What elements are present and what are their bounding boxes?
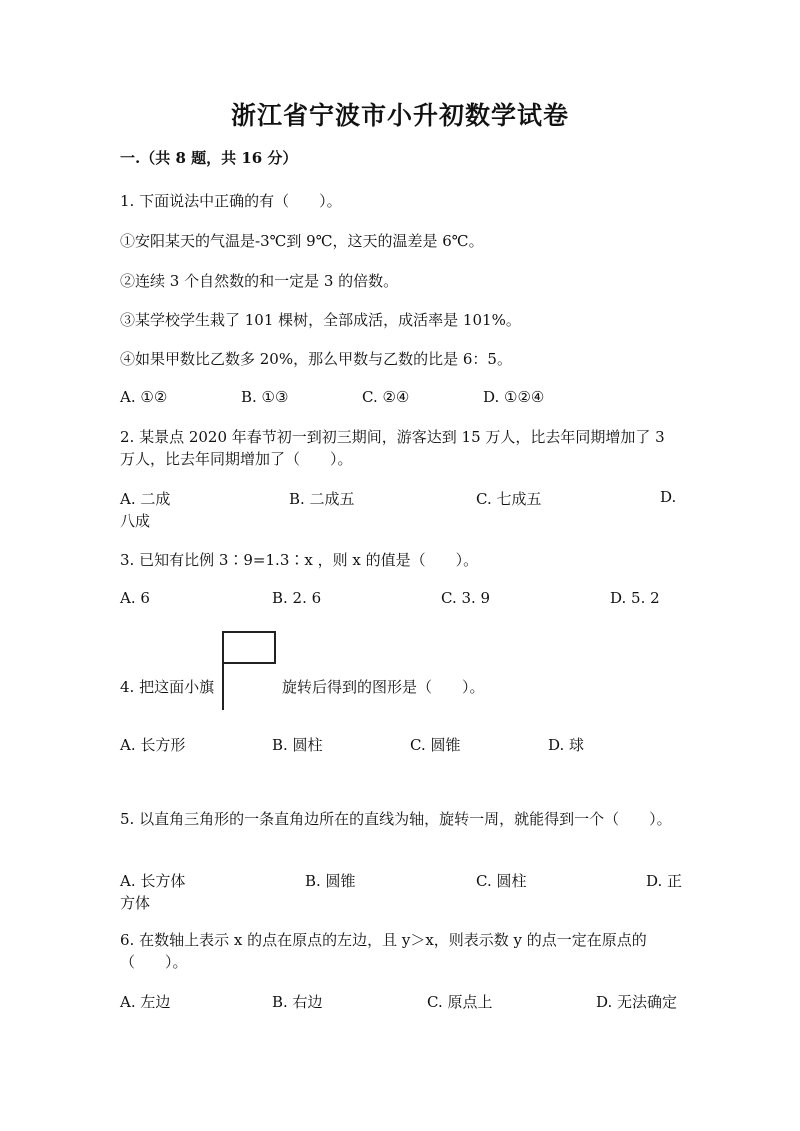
q1-statement-3: ③某学校学生栽了 101 棵树，全部成活，成活率是 101%。 — [120, 311, 521, 329]
q5-option-a: A. 长方体 — [120, 872, 186, 890]
q3-option-d: D. 5. 2 — [610, 589, 660, 607]
q2-stem: 2. 某景点 2020 年春节初一到初三期间，游客达到 15 万人，比去年同期增加了 3 万人，比去年同期增加了（ ）。 — [120, 428, 665, 468]
q2-option-b: B. 二成五 — [289, 490, 355, 508]
q4-option-d: D. 球 — [548, 736, 585, 754]
q1-stem: 1. 下面说法中正确的有（ ）。 — [120, 192, 342, 210]
q1-option-c: C. ②④ — [362, 388, 410, 406]
q1-statement-1: ①安阳某天的气温是-3℃到 9℃，这天的温差是 6℃。 — [120, 232, 484, 250]
q4-option-c: C. 圆锥 — [410, 736, 461, 754]
page-title: 浙江省宁波市小升初数学试卷 — [230, 101, 569, 130]
q2-option-d: D. — [660, 488, 677, 506]
q6-option-d: D. 无法确定 — [596, 993, 678, 1011]
q5-option-d-text: 方体 — [120, 894, 151, 912]
q5-option-d: D. 正 — [646, 872, 683, 890]
q4-stem-start: 4. 把这面小旗 — [120, 678, 215, 696]
q1-option-b: B. ①③ — [241, 388, 289, 406]
q6-option-b: B. 右边 — [272, 993, 323, 1011]
q5-stem: 5. 以直角三角形的一条直角边所在的直线为轴，旋转一周，就能得到一个（ ）。 — [120, 810, 672, 828]
q1-statement-4: ④如果甲数比乙数多 20%，那么甲数与乙数的比是 6：5。 — [120, 350, 512, 368]
q5-option-b: B. 圆锥 — [305, 872, 356, 890]
q4-option-a: A. 长方形 — [120, 736, 186, 754]
q3-option-a: A. 6 — [120, 589, 150, 607]
q2-option-c: C. 七成五 — [476, 490, 542, 508]
q2-option-a: A. 二成 — [120, 490, 171, 508]
q6-option-a: A. 左边 — [120, 993, 171, 1011]
q6-stem: 6. 在数轴上表示 x 的点在原点的左边，且 y＞x，则表示数 y 的点一定在原点的（ ）。 — [120, 931, 647, 971]
section-heading: 一.（共 8 题，共 16 分） — [120, 149, 298, 167]
flag-figure — [222, 631, 276, 664]
q1-option-d: D. ①②④ — [483, 388, 545, 406]
q4-option-b: B. 圆柱 — [272, 736, 323, 754]
q1-statement-2: ②连续 3 个自然数的和一定是 3 的倍数。 — [120, 272, 399, 290]
q5-option-c: C. 圆柱 — [476, 872, 527, 890]
q6-option-c: C. 原点上 — [427, 993, 493, 1011]
q1-option-a: A. ①② — [120, 388, 168, 406]
q2-option-d-text: 八成 — [120, 512, 151, 530]
q4-stem-end: 旋转后得到的图形是（ ）。 — [282, 678, 485, 696]
q3-stem: 3. 已知有比例 3∶9=1.3∶x ，则 x 的值是（ ）。 — [120, 551, 479, 569]
q3-option-b: B. 2. 6 — [272, 589, 322, 607]
q3-option-c: C. 3. 9 — [441, 589, 491, 607]
